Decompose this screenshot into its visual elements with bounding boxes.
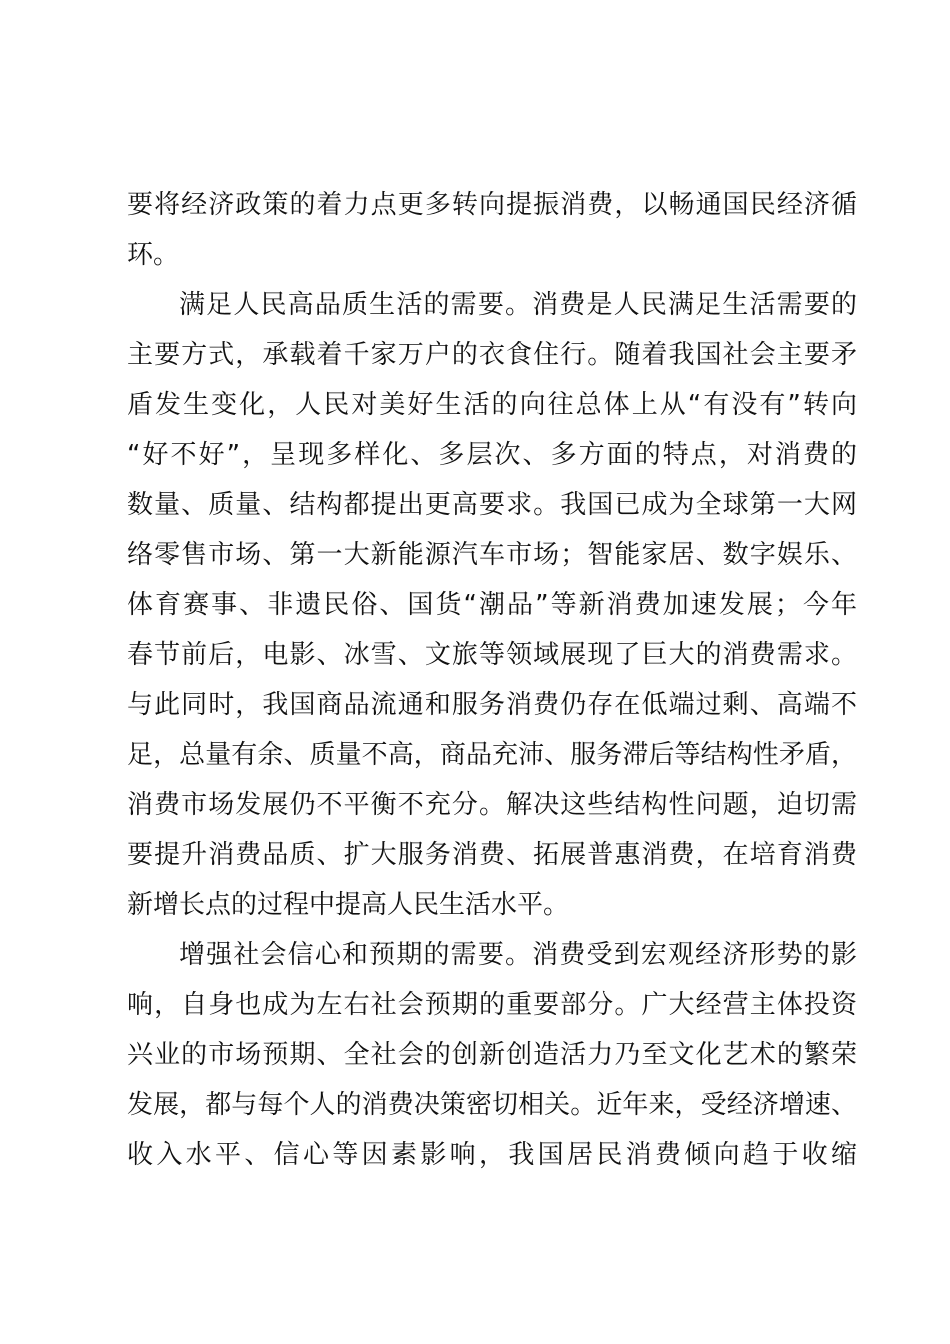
text-line: 络零售市场、第一大新能源汽车市场；智能家居、数字娱乐、 — [127, 540, 857, 570]
document-body — [127, 180, 857, 1180]
text-line: 消费市场发展仍不平衡不充分。解决这些结构性问题，迫切需 — [127, 790, 857, 820]
text-line: 响，自身也成为左右社会预期的重要部分。广大经营主体投资 — [127, 990, 857, 1020]
text-line: 兴业的市场预期、全社会的创新创造活力乃至文化艺术的繁荣 — [127, 1040, 857, 1070]
text-line: 足，总量有余、质量不高，商品充沛、服务滞后等结构性矛盾， — [127, 740, 857, 770]
text-line: 环。 — [127, 240, 180, 270]
text-line: 收入水平、信心等因素影响，我国居民消费倾向趋于收缩 — [127, 1140, 857, 1170]
text-line: 新增长点的过程中提高人民生活水平。 — [127, 890, 570, 920]
text-line: 盾发生变化，人民对美好生活的向往总体上从“有没有”转向 — [127, 390, 857, 420]
text-line: 主要方式，承载着千家万户的衣食住行。随着我国社会主要矛 — [127, 340, 857, 370]
text-line: 要将经济政策的着力点更多转向提振消费，以畅通国民经济循 — [127, 190, 857, 220]
text-line: 要提升消费品质、扩大服务消费、拓展普惠消费，在培育消费 — [127, 840, 857, 870]
text-line: 数量、质量、结构都提出更高要求。我国已成为全球第一大网 — [127, 490, 857, 520]
text-line: “好不好”，呈现多样化、多层次、多方面的特点，对消费的 — [127, 440, 857, 470]
paragraph-start-line: 增强社会信心和预期的需要。消费受到宏观经济形势的影 — [179, 940, 857, 970]
text-line: 发展，都与每个人的消费决策密切相关。近年来，受经济增速、 — [127, 1090, 857, 1120]
paragraph-start-line: 满足人民高品质生活的需要。消费是人民满足生活需要的 — [179, 290, 857, 320]
text-line: 与此同时，我国商品流通和服务消费仍存在低端过剩、高端不 — [127, 690, 857, 720]
text-line: 春节前后，电影、冰雪、文旅等领域展现了巨大的消费需求。 — [127, 640, 857, 670]
text-line: 体育赛事、非遗民俗、国货“潮品”等新消费加速发展；今年 — [127, 590, 857, 620]
